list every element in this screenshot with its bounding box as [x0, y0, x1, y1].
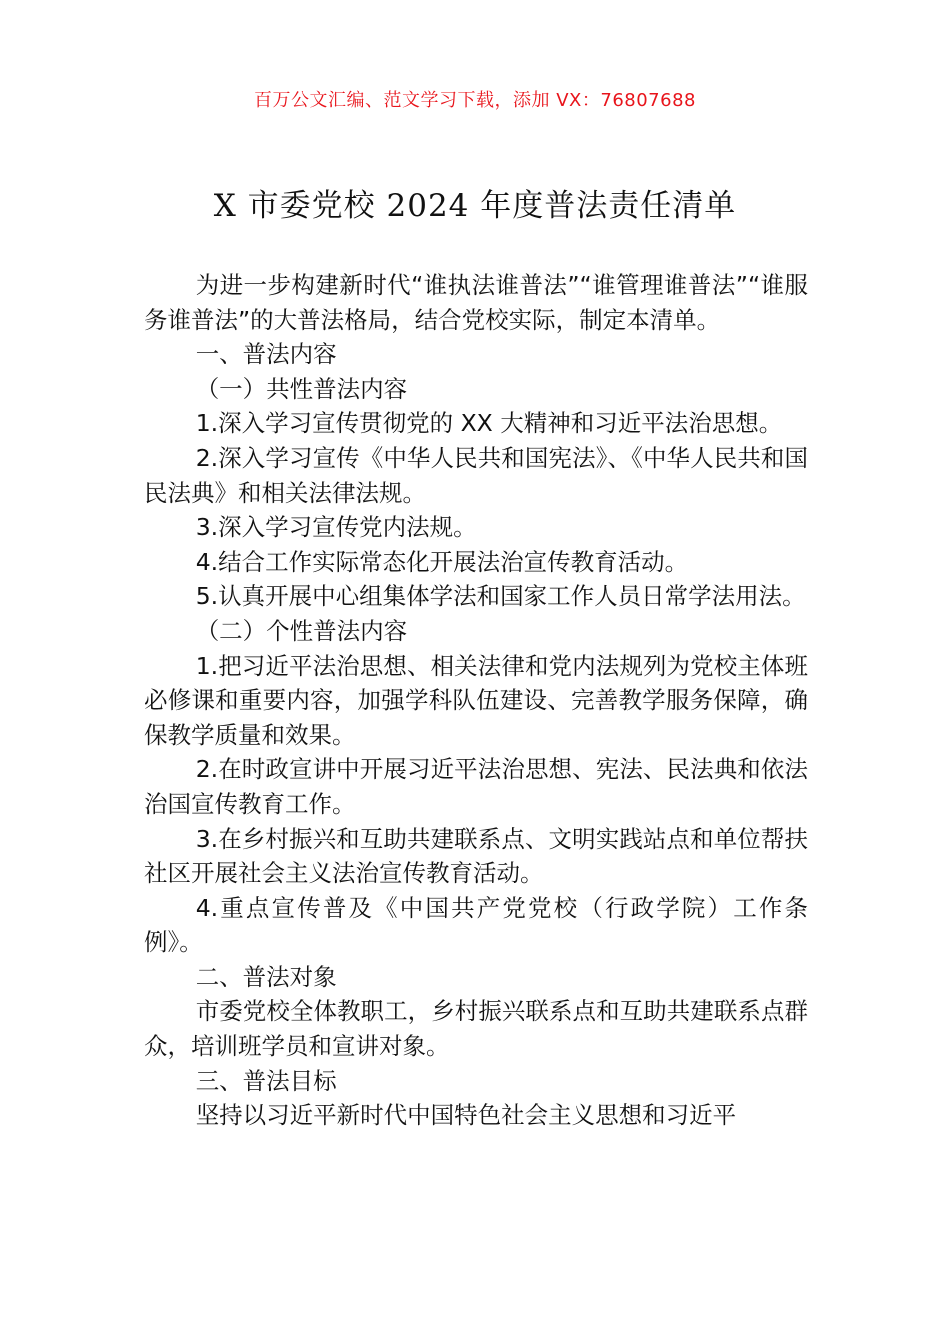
list-item: 3.深入学习宣传党内法规。	[195, 513, 477, 542]
document-title: X 市委党校 2024 年度普法责任清单	[213, 188, 737, 224]
body-paragraph: 坚持以习近平新时代中国特色社会主义思想和习近平	[195, 1101, 737, 1130]
list-item: 4.重点宣传普及《中国共产党党校（行政学院）工作条例》。	[144, 893, 808, 957]
intro-paragraph: 为进一步构建新时代“谁执法谁普法”“谁管理谁普法”“谁服务谁普法”的大普法格局，结合党校实际，制定本清单。	[144, 271, 808, 334]
list-item: 1.把习近平法治思想、相关法律和党内法规列为党校主体班必修课和重要内容，加强学科队伍建设、完善教学服务保障，确保教学质量和效果。	[144, 651, 808, 749]
section-heading: 二、普法对象	[195, 962, 337, 991]
document-body	[144, 268, 808, 1133]
list-item: 2.在时政宣讲中开展习近平法治思想、宪法、民法典和依法治国宣传教育工作。	[144, 755, 808, 818]
body-paragraph: 市委党校全体教职工，乡村振兴联系点和互助共建联系点群众，培训班学员和宣讲对象。	[144, 997, 808, 1061]
list-item: 5.认真开展中心组集体学法和国家工作人员日常学法用法。	[195, 582, 806, 611]
subsection-heading: （一）共性普法内容	[195, 374, 408, 403]
list-item: 1.深入学习宣传贯彻党的 XX 大精神和习近平法治思想。	[195, 409, 783, 438]
list-item: 3.在乡村振兴和互助共建联系点、文明实践站点和单位帮扶社区开展社会主义法治宣传教育活动。	[144, 824, 808, 888]
section-heading: 三、普法目标	[195, 1066, 337, 1095]
section-heading: 一、普法内容	[195, 340, 337, 369]
subsection-heading: （二）个性普法内容	[195, 616, 408, 645]
list-item: 4.结合工作实际常态化开展法治宣传教育活动。	[195, 547, 689, 576]
list-item: 2.深入学习宣传《中华人民共和国宪法》、《中华人民共和国民法典》和相关法律法规。	[144, 443, 808, 507]
header-banner: 百万公文汇编、范文学习下载，添加 VX：76807688	[254, 90, 696, 111]
